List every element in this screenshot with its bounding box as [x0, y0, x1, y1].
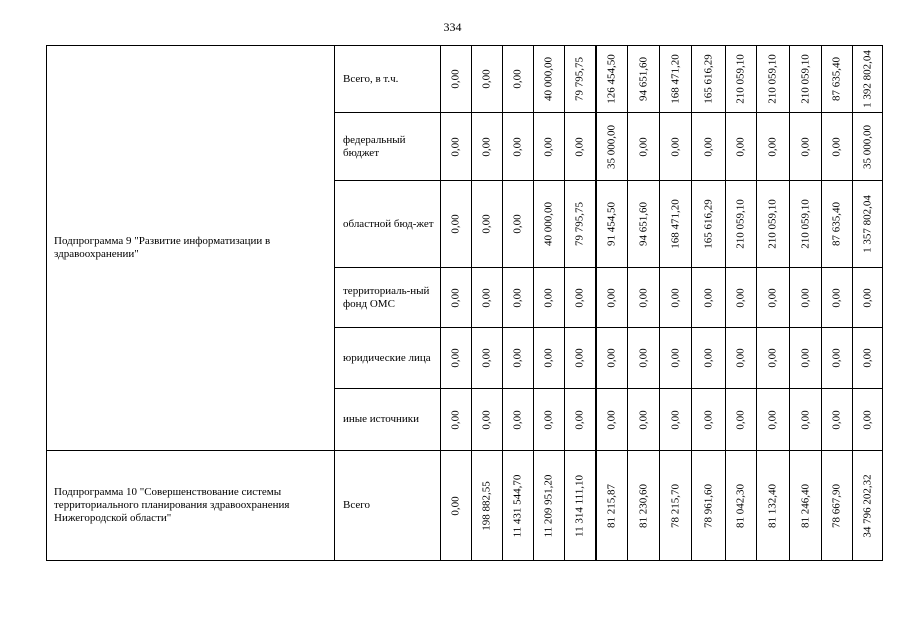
cell-value: 11 209 951,20 — [542, 474, 555, 537]
budget-table-body — [47, 46, 883, 561]
value-cell — [628, 181, 660, 268]
value-cell — [822, 328, 853, 389]
value-cell — [790, 328, 822, 389]
value-cell — [853, 46, 883, 113]
value-cell — [726, 451, 757, 561]
cell-value: 0,00 — [449, 409, 462, 430]
budget-table — [46, 45, 883, 561]
cell-value: 0,00 — [480, 287, 493, 308]
value-cell — [565, 268, 596, 328]
value-cell — [534, 46, 565, 113]
value-cell — [853, 451, 883, 561]
funding-source-label: территориаль-ный фонд ОМС — [335, 268, 441, 328]
cell-value: 0,00 — [669, 409, 681, 430]
value-cell — [660, 181, 692, 268]
cell-value: 0,00 — [669, 348, 681, 368]
value-cell — [757, 389, 790, 451]
cell-value: 87 635,40 — [830, 57, 843, 101]
value-cell — [726, 46, 757, 113]
value-cell — [565, 328, 596, 389]
value-cell — [503, 113, 534, 181]
cell-value: 0,00 — [605, 409, 618, 430]
cell-value: 0,00 — [542, 348, 555, 368]
funding-source-label: областной бюд-жет — [335, 181, 441, 268]
value-cell — [790, 389, 822, 451]
cell-value: 0,00 — [511, 136, 524, 157]
value-cell — [692, 328, 726, 389]
cell-value: 0,00 — [449, 495, 462, 516]
cell-value: 0,00 — [605, 348, 618, 368]
cell-value: 94 651,60 — [637, 57, 649, 101]
funding-source-label: юридические лица — [335, 328, 441, 389]
cell-value: 0,00 — [480, 69, 493, 89]
cell-value: 126 454,50 — [605, 54, 618, 104]
cell-value: 0,00 — [702, 136, 714, 157]
cell-value: 0,00 — [830, 136, 843, 157]
cell-value: 34 796 202,32 — [861, 473, 873, 538]
cell-value: 0,00 — [766, 287, 779, 308]
cell-value: 198 882,55 — [480, 480, 493, 531]
cell-value: 0,00 — [573, 136, 586, 157]
value-cell — [790, 46, 822, 113]
cell-value: 0,00 — [766, 409, 779, 430]
cell-value: 0,00 — [734, 348, 747, 368]
cell-value: 0,00 — [766, 136, 779, 157]
cell-value: 0,00 — [637, 348, 649, 368]
cell-value: 0,00 — [449, 348, 462, 368]
cell-value: 0,00 — [542, 287, 555, 308]
cell-value: 11 431 544,70 — [511, 474, 524, 537]
value-cell — [790, 268, 822, 328]
cell-value: 0,00 — [511, 69, 524, 89]
cell-value: 0,00 — [573, 287, 586, 308]
cell-value: 81 042,30 — [734, 483, 747, 528]
value-cell — [790, 181, 822, 268]
cell-value: 79 795,75 — [573, 57, 586, 101]
value-cell — [692, 46, 726, 113]
value-cell — [822, 113, 853, 181]
value-cell — [790, 451, 822, 561]
cell-value: 0,00 — [449, 69, 462, 89]
cell-value: 81 215,87 — [605, 483, 618, 528]
value-cell — [503, 389, 534, 451]
funding-source-label: федеральный бюджет — [335, 113, 441, 181]
value-cell — [692, 181, 726, 268]
value-cell — [660, 268, 692, 328]
cell-value: 91 454,50 — [605, 202, 618, 246]
cell-value: 0,00 — [734, 409, 747, 430]
value-cell — [853, 268, 883, 328]
value-cell — [790, 113, 822, 181]
cell-value: 78 667,90 — [830, 483, 843, 528]
value-cell — [628, 268, 660, 328]
value-cell — [726, 268, 757, 328]
value-cell — [822, 389, 853, 451]
value-cell — [822, 451, 853, 561]
cell-value: 210 059,10 — [799, 54, 811, 104]
cell-value: 79 795,75 — [573, 202, 586, 246]
cell-value: 0,00 — [511, 348, 524, 368]
value-cell — [822, 181, 853, 268]
value-cell — [503, 451, 534, 561]
cell-value: 40 000,00 — [542, 57, 555, 101]
value-cell — [472, 181, 503, 268]
value-cell — [534, 451, 565, 561]
cell-value: 210 059,10 — [766, 54, 779, 104]
value-cell — [822, 46, 853, 113]
cell-value: 0,00 — [861, 409, 873, 430]
cell-value: 0,00 — [449, 214, 462, 234]
cell-value: 40 000,00 — [542, 202, 555, 246]
cell-value: 0,00 — [480, 214, 493, 234]
value-cell — [757, 113, 790, 181]
value-cell — [534, 113, 565, 181]
value-cell — [660, 389, 692, 451]
value-cell — [596, 328, 628, 389]
value-cell — [692, 389, 726, 451]
value-cell — [441, 181, 472, 268]
cell-value: 0,00 — [702, 348, 714, 368]
cell-value: 81 230,60 — [637, 483, 649, 528]
value-cell — [660, 451, 692, 561]
cell-value: 0,00 — [830, 287, 843, 308]
value-cell — [503, 328, 534, 389]
cell-value: 0,00 — [637, 409, 649, 430]
cell-value: 1 357 802,04 — [861, 195, 873, 253]
program-name-cell: Подпрограмма 10 "Совершенствование системы территориального планирования здравоохранения Нижегородской области" — [47, 451, 335, 561]
cell-value: 0,00 — [449, 287, 462, 308]
value-cell — [757, 451, 790, 561]
value-cell — [503, 181, 534, 268]
value-cell — [596, 181, 628, 268]
value-cell — [726, 113, 757, 181]
value-cell — [757, 328, 790, 389]
cell-value: 0,00 — [480, 136, 493, 157]
value-cell — [853, 181, 883, 268]
cell-value: 0,00 — [861, 348, 873, 368]
cell-value: 165 616,29 — [702, 199, 714, 249]
value-cell — [628, 328, 660, 389]
cell-value: 0,00 — [480, 348, 493, 368]
value-cell — [441, 268, 472, 328]
cell-value: 0,00 — [511, 214, 524, 234]
value-cell — [628, 113, 660, 181]
cell-value: 0,00 — [449, 136, 462, 157]
value-cell — [692, 451, 726, 561]
value-cell — [692, 268, 726, 328]
cell-value: 0,00 — [830, 409, 843, 430]
cell-value: 1 392 802,04 — [861, 50, 873, 108]
cell-value: 0,00 — [830, 348, 843, 368]
funding-source-label: иные источники — [335, 389, 441, 451]
cell-value: 0,00 — [542, 136, 555, 157]
value-cell — [660, 328, 692, 389]
value-cell — [726, 389, 757, 451]
cell-value: 0,00 — [861, 287, 873, 308]
value-cell — [441, 451, 472, 561]
cell-value: 0,00 — [511, 409, 524, 430]
value-cell — [472, 451, 503, 561]
page-number: 334 — [443, 20, 462, 34]
value-cell — [628, 389, 660, 451]
value-cell — [503, 268, 534, 328]
cell-value: 168 471,20 — [669, 199, 681, 249]
table-row — [47, 451, 883, 561]
value-cell — [534, 268, 565, 328]
cell-value: 81 132,40 — [766, 483, 779, 528]
cell-value: 35 000,00 — [861, 124, 873, 169]
value-cell — [565, 46, 596, 113]
value-cell — [565, 389, 596, 451]
cell-value: 81 246,40 — [799, 483, 811, 528]
value-cell — [757, 46, 790, 113]
cell-value: 94 651,60 — [637, 202, 649, 246]
value-cell — [472, 46, 503, 113]
cell-value: 0,00 — [542, 409, 555, 430]
cell-value: 210 059,10 — [766, 199, 779, 249]
cell-value: 210 059,10 — [799, 199, 811, 249]
cell-value: 0,00 — [637, 287, 649, 308]
value-cell — [441, 328, 472, 389]
cell-value: 0,00 — [799, 409, 811, 430]
cell-value: 0,00 — [480, 409, 493, 430]
value-cell — [822, 268, 853, 328]
cell-value: 0,00 — [766, 348, 779, 368]
value-cell — [660, 113, 692, 181]
value-cell — [534, 389, 565, 451]
value-cell — [503, 46, 534, 113]
value-cell — [853, 328, 883, 389]
value-cell — [757, 268, 790, 328]
cell-value: 0,00 — [734, 287, 747, 308]
value-cell — [565, 451, 596, 561]
cell-value: 0,00 — [799, 287, 811, 308]
value-cell — [692, 113, 726, 181]
cell-value: 0,00 — [573, 348, 586, 368]
value-cell — [596, 268, 628, 328]
value-cell — [596, 46, 628, 113]
cell-value: 165 616,29 — [702, 54, 714, 104]
value-cell — [596, 389, 628, 451]
cell-value: 78 961,60 — [702, 483, 714, 528]
value-cell — [472, 389, 503, 451]
cell-value: 0,00 — [669, 136, 681, 157]
cell-value: 0,00 — [799, 136, 811, 157]
cell-value: 0,00 — [605, 287, 618, 308]
program-name-cell: Подпрограмма 9 "Развитие информатизации в здравоохранении" — [47, 46, 335, 451]
cell-value: 0,00 — [702, 287, 714, 308]
value-cell — [726, 328, 757, 389]
cell-value: 0,00 — [799, 348, 811, 368]
value-cell — [534, 328, 565, 389]
cell-value: 35 000,00 — [605, 124, 618, 169]
table-row — [47, 46, 883, 113]
cell-value: 210 059,10 — [734, 199, 747, 249]
cell-value: 168 471,20 — [669, 54, 681, 104]
value-cell — [757, 181, 790, 268]
value-cell — [726, 181, 757, 268]
cell-value: 0,00 — [734, 136, 747, 157]
cell-value: 210 059,10 — [734, 54, 747, 104]
value-cell — [565, 181, 596, 268]
cell-value: 0,00 — [669, 287, 681, 308]
value-cell — [628, 46, 660, 113]
funding-source-label: Всего — [335, 451, 441, 561]
value-cell — [565, 113, 596, 181]
value-cell — [853, 113, 883, 181]
value-cell — [472, 268, 503, 328]
cell-value: 0,00 — [511, 287, 524, 308]
value-cell — [628, 451, 660, 561]
value-cell — [853, 389, 883, 451]
value-cell — [472, 113, 503, 181]
cell-value: 0,00 — [573, 409, 586, 430]
value-cell — [472, 328, 503, 389]
funding-source-label: Всего, в т.ч. — [335, 46, 441, 113]
cell-value: 0,00 — [702, 409, 714, 430]
value-cell — [596, 113, 628, 181]
value-cell — [441, 113, 472, 181]
value-cell — [534, 181, 565, 268]
value-cell — [596, 451, 628, 561]
cell-value: 11 314 111,10 — [573, 474, 586, 537]
cell-value: 87 635,40 — [830, 202, 843, 246]
cell-value: 0,00 — [637, 136, 649, 157]
value-cell — [441, 389, 472, 451]
value-cell — [441, 46, 472, 113]
value-cell — [660, 46, 692, 113]
cell-value: 78 215,70 — [669, 483, 681, 528]
